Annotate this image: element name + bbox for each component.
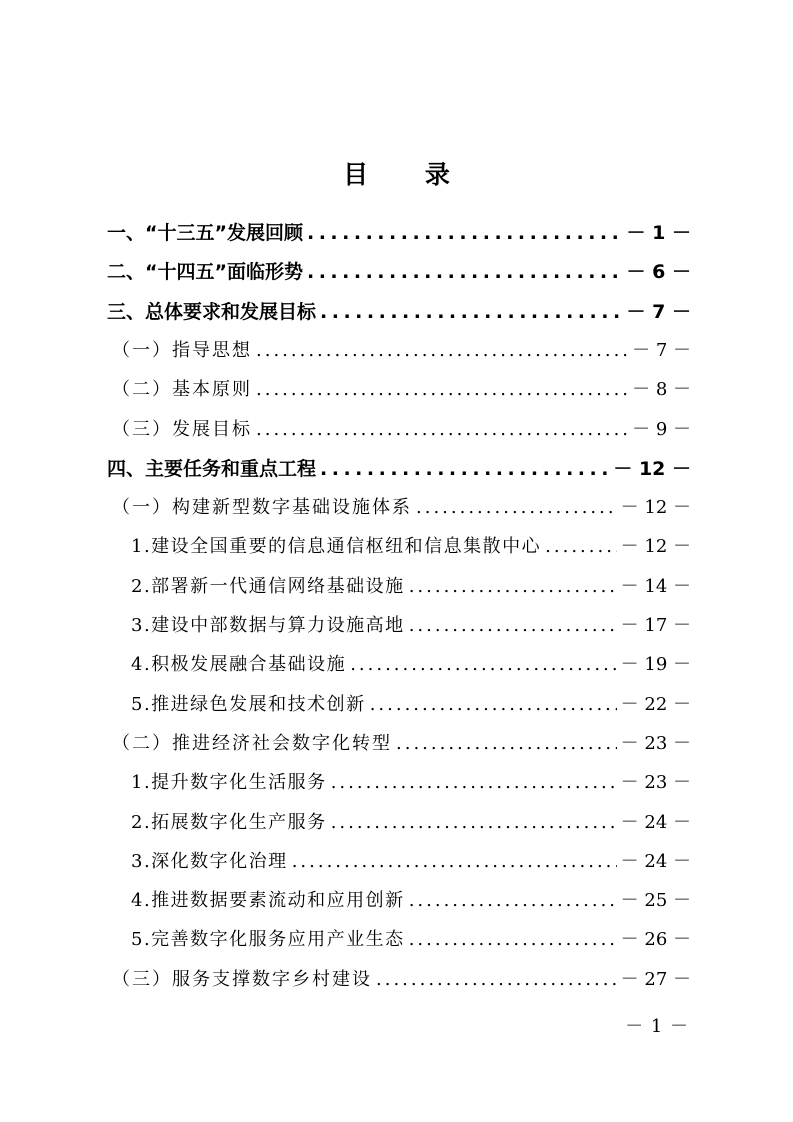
toc-entry-label: 二、“十四五”面临形势 (107, 261, 303, 283)
toc-entry[interactable] (131, 885, 691, 917)
toc-entry[interactable] (131, 571, 691, 603)
toc-entry-label: 5.推进绿色发展和技术创新 (131, 694, 366, 715)
toc-entry-label: 3.建设中部数据与算力设施高地 (131, 615, 405, 636)
toc-entry-page: － 12 － (613, 458, 691, 480)
toc-entry-label: （三）发展目标 (112, 419, 252, 440)
toc-dot-leader (307, 217, 623, 249)
toc-entry[interactable] (131, 924, 691, 956)
toc-dot-leader (320, 453, 609, 485)
toc-entry-page: － 19 － (620, 654, 691, 675)
toc-entry-label: 一、“十三五”发展回顾 (107, 222, 303, 244)
toc-entry[interactable] (112, 335, 691, 367)
toc-entry-page: － 24 － (620, 812, 691, 833)
toc-entry-label: （二）基本原则 (112, 379, 252, 400)
toc-entry-page: － 9 － (632, 419, 691, 440)
toc-dot-leader (545, 531, 616, 563)
toc-dot-leader (292, 846, 617, 878)
toc-dot-leader (376, 964, 617, 996)
toc-entry[interactable] (112, 414, 691, 446)
toc-dot-leader (256, 335, 628, 367)
toc-entry[interactable] (131, 807, 691, 839)
toc-entry[interactable] (131, 846, 691, 878)
toc-entry[interactable] (112, 964, 691, 996)
toc-entry-label: 1.提升数字化生活服务 (131, 772, 327, 793)
toc-entry-label: 3.深化数字化治理 (131, 851, 288, 872)
toc-entry-label: 5.完善数字化服务应用产业生态 (131, 929, 405, 950)
toc-dot-leader (396, 728, 617, 760)
toc-entry-label: （一）构建新型数字基础设施体系 (112, 497, 412, 518)
toc-entry-page: － 12 － (620, 497, 691, 518)
toc-entry-label: （二）推进经济社会数字化转型 (112, 733, 392, 754)
toc-dot-leader (256, 414, 628, 446)
toc-entry-page: － 17 － (620, 615, 691, 636)
toc-entry-page: － 24 － (620, 851, 691, 872)
toc-entry-label: 4.推进数据要素流动和应用创新 (131, 890, 405, 911)
toc-entry[interactable] (112, 728, 691, 760)
toc-dot-leader (350, 649, 616, 681)
toc-entry[interactable] (107, 217, 691, 249)
toc-dot-leader (370, 689, 617, 721)
toc-entry-page: － 1 － (626, 222, 691, 244)
toc-entry-page: － 27 － (620, 969, 691, 990)
toc-entry-label: 2.拓展数字化生产服务 (131, 812, 327, 833)
toc-entry[interactable] (112, 492, 691, 524)
toc-entry-page: － 8 － (632, 379, 691, 400)
toc-entry[interactable] (107, 453, 691, 485)
toc-entry-label: 2.部署新一代通信网络基础设施 (131, 576, 405, 597)
page-title: 目 录 (343, 160, 474, 189)
toc-entry-label: （三）服务支撑数字乡村建设 (112, 969, 372, 990)
toc-entry-page: － 7 － (632, 340, 691, 361)
toc-entry-label: 三、总体要求和发展目标 (107, 301, 317, 323)
toc-entry[interactable] (131, 767, 691, 799)
toc-entry[interactable] (107, 296, 691, 328)
toc-entry-label: 4.积极发展融合基础设施 (131, 654, 347, 675)
page-number: － 1 － (625, 1016, 689, 1037)
toc-entry-page: － 14 － (620, 576, 691, 597)
toc-entry-page: － 23 － (620, 772, 691, 793)
toc-dot-leader (416, 492, 617, 524)
toc-entry-page: － 25 － (620, 890, 691, 911)
toc-dot-leader (409, 885, 617, 917)
toc-entry[interactable] (131, 649, 691, 681)
toc-entry-label: 四、主要任务和重点工程 (107, 458, 317, 480)
toc-dot-leader (409, 571, 617, 603)
toc-dot-leader (320, 296, 623, 328)
toc-entry-page: － 26 － (620, 929, 691, 950)
toc-entry-page: － 7 － (626, 301, 691, 323)
toc-entry-page: － 23 － (620, 733, 691, 754)
toc-entry-page: － 12 － (620, 536, 691, 557)
toc-entry[interactable] (107, 256, 691, 288)
toc-entry[interactable] (131, 531, 691, 563)
toc-entry[interactable] (131, 689, 691, 721)
toc-entry-page: － 6 － (626, 261, 691, 283)
toc-entry[interactable] (131, 610, 691, 642)
toc-dot-leader (307, 256, 623, 288)
toc-entry[interactable] (112, 374, 691, 406)
toc-entry-page: － 22 － (620, 694, 691, 715)
toc-dot-leader (331, 807, 617, 839)
toc-dot-leader (409, 924, 617, 956)
toc-entry-label: 1.建设全国重要的信息通信枢纽和信息集散中心 (131, 536, 542, 557)
table-of-contents (0, 217, 793, 1017)
toc-dot-leader (331, 767, 617, 799)
toc-dot-leader (256, 374, 628, 406)
toc-entry-label: （一）指导思想 (112, 340, 252, 361)
toc-dot-leader (409, 610, 617, 642)
